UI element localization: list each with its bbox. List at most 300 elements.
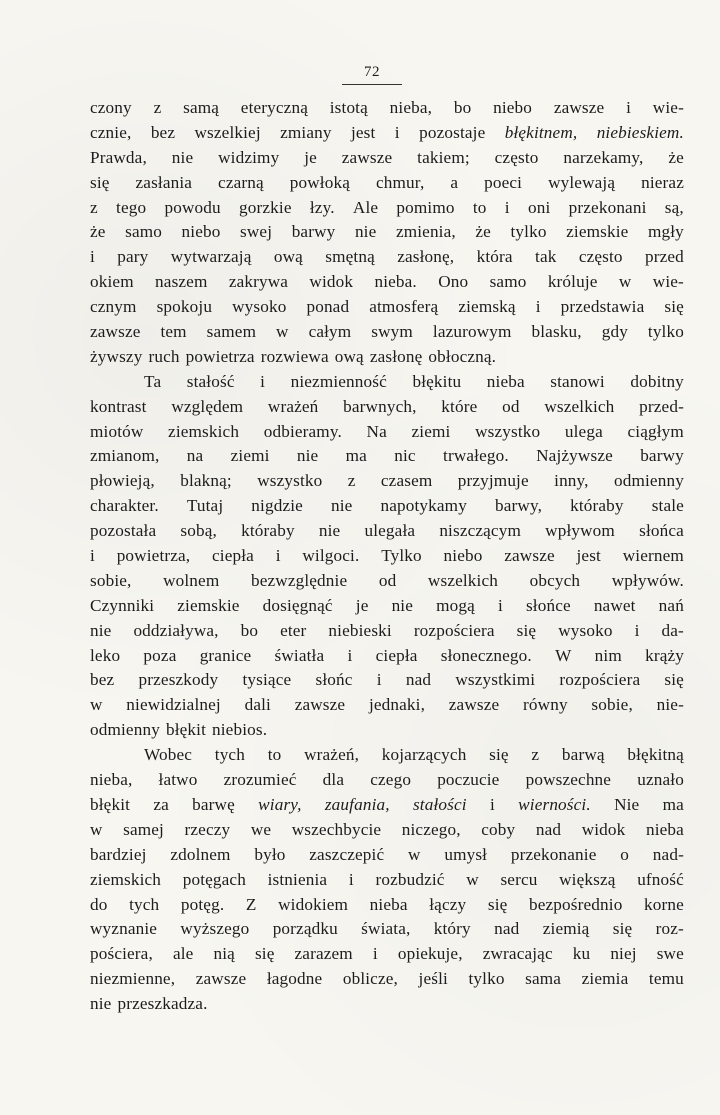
word: łzy. bbox=[309, 197, 335, 217]
word: nic bbox=[394, 446, 416, 466]
word: wrażeń bbox=[267, 396, 319, 416]
text-line bbox=[90, 469, 684, 494]
word: blakną; bbox=[180, 471, 232, 491]
word: cznie, bbox=[90, 122, 132, 142]
word: względem bbox=[171, 396, 244, 416]
word: nieraz bbox=[641, 172, 684, 192]
word: i bbox=[497, 595, 503, 615]
word: takiem; bbox=[417, 147, 470, 167]
word: z bbox=[90, 197, 98, 217]
word: swym bbox=[371, 322, 413, 342]
word: błękitu bbox=[412, 371, 462, 391]
word: i bbox=[90, 247, 95, 267]
word: bo bbox=[240, 620, 259, 640]
word: przyjmuje bbox=[457, 471, 529, 491]
word: tem bbox=[160, 322, 187, 342]
word: zaufania, bbox=[324, 794, 390, 814]
word: pary bbox=[117, 247, 149, 267]
word: sercu bbox=[500, 869, 538, 889]
word: poza bbox=[143, 645, 177, 665]
word: nie bbox=[330, 496, 353, 516]
word: zawsze bbox=[195, 969, 247, 989]
word: zawsze bbox=[553, 98, 605, 117]
text-line bbox=[90, 893, 684, 918]
word: poeci bbox=[484, 172, 523, 192]
word: eteryczną bbox=[240, 98, 308, 117]
word: inny, bbox=[554, 471, 589, 491]
word: okiem bbox=[90, 272, 134, 292]
word: nad bbox=[494, 919, 520, 939]
word: Tylko bbox=[381, 546, 422, 566]
word: zawsze bbox=[504, 546, 555, 566]
word: ową bbox=[334, 346, 364, 366]
word: słonecznego. bbox=[440, 645, 532, 665]
word: niezmienne, bbox=[90, 969, 176, 989]
word: Czynniki bbox=[90, 595, 155, 615]
word: wszystko bbox=[475, 421, 541, 441]
word: powszechne bbox=[525, 770, 612, 790]
word: we bbox=[250, 819, 272, 839]
word: zrozumieć bbox=[223, 770, 297, 790]
word: Na bbox=[366, 421, 387, 441]
word: ma bbox=[345, 446, 367, 466]
text-line bbox=[90, 594, 684, 619]
word: i bbox=[347, 645, 353, 665]
word: ku bbox=[572, 944, 591, 964]
word: ciepła bbox=[375, 645, 418, 665]
word: ziemi bbox=[411, 421, 451, 441]
word: że bbox=[475, 222, 491, 242]
word: ziemską bbox=[458, 297, 516, 317]
word: potęg. bbox=[180, 894, 225, 914]
word: samo bbox=[489, 272, 527, 292]
word: niebo bbox=[493, 98, 533, 117]
word: gdy bbox=[601, 322, 628, 342]
word: się bbox=[664, 297, 684, 317]
word: wiernem bbox=[622, 546, 684, 566]
word: stale bbox=[651, 496, 684, 516]
word: niebieskiem. bbox=[596, 122, 684, 142]
word: i bbox=[634, 620, 640, 640]
word: dla bbox=[322, 770, 345, 790]
word: odmienny bbox=[90, 720, 160, 740]
word: uznało bbox=[637, 770, 684, 790]
word: równy bbox=[523, 695, 568, 715]
word: ulegała bbox=[364, 521, 416, 541]
word: łatwo bbox=[158, 770, 198, 790]
word: ufność bbox=[637, 869, 684, 889]
word: nieba bbox=[369, 894, 408, 914]
word: niebieski bbox=[328, 620, 392, 640]
word: Wobec bbox=[144, 745, 193, 765]
word: to bbox=[472, 197, 487, 217]
text-line bbox=[90, 121, 684, 146]
word: z bbox=[153, 98, 162, 117]
word: widok bbox=[309, 272, 354, 292]
text-line bbox=[90, 320, 684, 345]
word: ale bbox=[172, 944, 194, 964]
word: barwy, bbox=[495, 496, 543, 516]
word: w bbox=[466, 869, 479, 889]
word: nawet bbox=[593, 595, 636, 615]
word: świata, bbox=[361, 919, 411, 939]
word: naszem bbox=[155, 272, 208, 292]
word: od bbox=[378, 570, 397, 590]
word: pościera, bbox=[90, 944, 153, 964]
word: barwę bbox=[192, 794, 235, 814]
word: poczucie bbox=[437, 770, 500, 790]
word: przeszkody bbox=[138, 670, 219, 690]
word: swe bbox=[656, 944, 684, 964]
word: z bbox=[347, 471, 356, 491]
word: łagodne bbox=[266, 969, 323, 989]
word: za bbox=[153, 794, 169, 814]
word: Ale bbox=[352, 197, 379, 217]
text-line bbox=[90, 569, 684, 594]
word: Nie bbox=[614, 794, 640, 814]
text-line bbox=[90, 494, 684, 519]
paragraph bbox=[90, 743, 684, 1017]
text-line bbox=[90, 718, 684, 743]
word: lazurowym bbox=[432, 322, 512, 342]
text-line bbox=[90, 992, 684, 1017]
word: barwy bbox=[640, 446, 684, 466]
word: pozostaje bbox=[419, 122, 486, 142]
word: tylko bbox=[468, 969, 505, 989]
word: stanowi bbox=[550, 371, 605, 391]
word: bez bbox=[90, 670, 115, 690]
word: istnienia bbox=[267, 869, 328, 889]
word: oddziaływa, bbox=[133, 620, 219, 640]
word: Najżywsze bbox=[536, 446, 613, 466]
word: narzekamy, bbox=[563, 147, 644, 167]
word: wpływów. bbox=[611, 570, 684, 590]
word: błękitnem, bbox=[504, 122, 578, 142]
word: się bbox=[254, 944, 275, 964]
word: płowieją, bbox=[90, 471, 155, 491]
word: atmosferą bbox=[369, 297, 439, 317]
word: smętną bbox=[325, 247, 375, 267]
word: która bbox=[476, 247, 513, 267]
word: się bbox=[90, 172, 110, 192]
word: że bbox=[90, 222, 106, 242]
word: jest bbox=[350, 122, 376, 142]
text-line bbox=[90, 345, 684, 370]
word: powłoką bbox=[289, 172, 350, 192]
word: zawsze bbox=[90, 322, 141, 342]
word: się bbox=[664, 670, 684, 690]
text-line bbox=[90, 295, 684, 320]
word: swej bbox=[240, 222, 273, 242]
word: niebo bbox=[181, 222, 221, 242]
word: kontrast bbox=[90, 396, 147, 416]
word: nieba, bbox=[389, 98, 433, 117]
word: się bbox=[489, 745, 509, 765]
word: wrażeń, bbox=[304, 745, 360, 765]
word: wszystkimi bbox=[455, 670, 536, 690]
word: sama bbox=[525, 969, 562, 989]
word: niebo bbox=[443, 546, 483, 566]
word: tylko bbox=[647, 322, 684, 342]
word: obcych bbox=[529, 570, 581, 590]
word: w bbox=[408, 844, 421, 864]
text-line bbox=[90, 444, 684, 469]
word: nie bbox=[354, 222, 377, 242]
word: i bbox=[394, 122, 400, 142]
word: ziemia bbox=[581, 969, 629, 989]
word: cznym bbox=[90, 297, 137, 317]
word: ponad bbox=[306, 297, 350, 317]
text-line bbox=[90, 619, 684, 644]
word: samą bbox=[183, 98, 220, 117]
word: wiary, bbox=[258, 794, 302, 814]
word: nieba bbox=[486, 371, 525, 391]
word: nieba. bbox=[374, 272, 417, 292]
word: je bbox=[355, 595, 369, 615]
word: sobie, bbox=[591, 695, 633, 715]
word: pomimo bbox=[396, 197, 455, 217]
word: i bbox=[535, 297, 541, 317]
word: korne bbox=[644, 894, 684, 914]
word: powietrza, bbox=[116, 546, 191, 566]
word: je bbox=[304, 147, 317, 167]
word: nie bbox=[171, 147, 194, 167]
word: sobą, bbox=[180, 521, 217, 541]
word: opiekuje, bbox=[397, 944, 463, 964]
text-line bbox=[90, 843, 684, 868]
word: zasłonę, bbox=[397, 247, 455, 267]
word: wszelkiej bbox=[194, 122, 261, 142]
word: króluje bbox=[547, 272, 598, 292]
text-line bbox=[90, 644, 684, 669]
word: nad- bbox=[652, 844, 684, 864]
word: Ta bbox=[144, 371, 162, 391]
word: tak bbox=[535, 247, 557, 267]
text-line bbox=[90, 544, 684, 569]
page-number: 72 bbox=[342, 64, 402, 85]
word: wie- bbox=[652, 98, 684, 117]
word: ulega bbox=[564, 421, 603, 441]
word: się bbox=[487, 894, 508, 914]
word: i bbox=[90, 546, 95, 566]
word: tylko bbox=[510, 222, 547, 242]
word: zwracając bbox=[482, 944, 553, 964]
word: tysiące bbox=[242, 670, 292, 690]
word: wytwarzają bbox=[170, 247, 252, 267]
text-line bbox=[90, 270, 684, 295]
word: zmiany bbox=[280, 122, 332, 142]
text-line bbox=[90, 395, 684, 420]
text-line bbox=[90, 743, 684, 768]
word: nigdzie bbox=[251, 496, 303, 516]
word: tych bbox=[214, 745, 245, 765]
word: Z bbox=[245, 894, 257, 914]
word: wyznanie bbox=[90, 919, 158, 939]
word: do bbox=[90, 894, 108, 914]
word: wszelkich bbox=[427, 570, 498, 590]
word: i bbox=[348, 869, 354, 889]
word: ciepła bbox=[212, 546, 254, 566]
word: słońc bbox=[315, 670, 353, 690]
word: odbieramy. bbox=[263, 421, 342, 441]
word: się bbox=[516, 620, 537, 640]
word: zmianom, bbox=[90, 446, 160, 466]
word: światła bbox=[274, 645, 325, 665]
word: rozwiewa bbox=[260, 346, 329, 366]
word: obłoczną. bbox=[428, 346, 497, 366]
word: czego bbox=[370, 770, 412, 790]
word: widzimy bbox=[218, 147, 280, 167]
word: niczego, bbox=[401, 819, 461, 839]
word: w bbox=[618, 272, 632, 292]
word: stałości bbox=[412, 794, 467, 814]
text-line bbox=[90, 668, 684, 693]
word: niezmienność bbox=[290, 371, 387, 391]
word: są, bbox=[664, 197, 684, 217]
word: roz- bbox=[655, 919, 684, 939]
word: zakrywa bbox=[228, 272, 289, 292]
body-text bbox=[90, 96, 684, 1017]
text-line bbox=[90, 967, 684, 992]
word: większą bbox=[559, 869, 616, 889]
word: słońca bbox=[639, 521, 684, 541]
word: który bbox=[433, 919, 471, 939]
word: nią bbox=[213, 944, 235, 964]
word: z bbox=[531, 745, 540, 765]
word: zasłonę bbox=[369, 346, 423, 366]
paragraph bbox=[90, 370, 684, 743]
word: napotykamy bbox=[380, 496, 467, 516]
word: nie bbox=[296, 446, 319, 466]
word: ruch bbox=[148, 346, 180, 366]
word: oblicze, bbox=[342, 969, 398, 989]
word: zmienia, bbox=[395, 222, 456, 242]
word: i bbox=[626, 98, 632, 117]
word: zasłania bbox=[135, 172, 193, 192]
word: błękitną bbox=[627, 745, 684, 765]
word: żywszy bbox=[90, 346, 143, 366]
word: nieba bbox=[645, 819, 684, 839]
word: łączy bbox=[429, 894, 467, 914]
word: przeszkadza. bbox=[117, 994, 208, 1014]
word: miotów bbox=[90, 421, 144, 441]
word: ową bbox=[273, 247, 303, 267]
word: chmur, bbox=[375, 172, 425, 192]
word: barwą bbox=[561, 745, 605, 765]
word: błękit bbox=[165, 720, 206, 740]
text-line bbox=[90, 420, 684, 445]
word: oni bbox=[527, 197, 551, 217]
word: i bbox=[372, 944, 378, 964]
word: któraby bbox=[570, 496, 624, 516]
word: które bbox=[441, 396, 478, 416]
word: spokoju bbox=[156, 297, 213, 317]
word: charakter. bbox=[90, 496, 159, 516]
word: trwałego. bbox=[443, 446, 509, 466]
word: istotą bbox=[329, 98, 368, 117]
word: nie bbox=[391, 595, 414, 615]
text-line bbox=[90, 768, 684, 793]
word: bezpośrednio bbox=[529, 894, 623, 914]
word: granice bbox=[199, 645, 252, 665]
page-number-header bbox=[0, 64, 720, 85]
word: ciągłym bbox=[627, 421, 684, 441]
word: powietrza bbox=[185, 346, 255, 366]
word: i bbox=[275, 546, 281, 566]
word: jeśli bbox=[418, 969, 448, 989]
word: często bbox=[578, 247, 623, 267]
word: nań bbox=[658, 595, 684, 615]
word: w bbox=[90, 819, 103, 839]
word: W bbox=[555, 645, 572, 665]
word: rozpościera bbox=[559, 670, 641, 690]
text-line bbox=[90, 942, 684, 967]
word: dosięgnąć bbox=[262, 595, 333, 615]
word: że bbox=[668, 147, 684, 167]
word: blasku, bbox=[531, 322, 582, 342]
word: przed- bbox=[639, 396, 684, 416]
word: i bbox=[504, 197, 510, 217]
word: nieba, bbox=[90, 770, 133, 790]
word: samem bbox=[206, 322, 257, 342]
word: od bbox=[502, 396, 520, 416]
text-line bbox=[90, 818, 684, 843]
word: da- bbox=[661, 620, 684, 640]
word: umysł bbox=[444, 844, 488, 864]
word: wylewają bbox=[548, 172, 616, 192]
word: wysoko bbox=[558, 620, 613, 640]
word: eter bbox=[280, 620, 307, 640]
word: często bbox=[494, 147, 539, 167]
text-line bbox=[90, 245, 684, 270]
word: barwy bbox=[291, 222, 336, 242]
word: wie- bbox=[652, 272, 684, 292]
word: przed bbox=[645, 247, 684, 267]
word: i bbox=[489, 794, 495, 814]
word: ziemskie bbox=[566, 222, 629, 242]
word: bo bbox=[453, 98, 472, 117]
text-line bbox=[90, 917, 684, 942]
word: niebios. bbox=[212, 720, 268, 740]
word: potęgach bbox=[182, 869, 246, 889]
word: przedstawia bbox=[560, 297, 645, 317]
text-line bbox=[90, 96, 684, 121]
word: o bbox=[620, 844, 630, 864]
word: Ono bbox=[438, 272, 469, 292]
word: wpływom bbox=[545, 521, 615, 541]
word: jest bbox=[576, 546, 601, 566]
word: nad bbox=[535, 819, 562, 839]
word: zdolnem bbox=[170, 844, 231, 864]
word: kojarzących bbox=[381, 745, 467, 765]
word: bardziej bbox=[90, 844, 147, 864]
word: w bbox=[90, 695, 103, 715]
word: Prawda, bbox=[90, 147, 147, 167]
word: samo bbox=[125, 222, 162, 242]
word: błękit bbox=[90, 794, 131, 814]
text-line bbox=[90, 868, 684, 893]
word: i bbox=[376, 670, 382, 690]
word: wierności. bbox=[518, 794, 591, 814]
word: dobitny bbox=[630, 371, 684, 391]
word: nie- bbox=[656, 695, 684, 715]
word: nie bbox=[318, 521, 341, 541]
paragraph bbox=[90, 96, 684, 370]
word: niszczącym bbox=[439, 521, 521, 541]
word: się bbox=[612, 919, 633, 939]
word: czony bbox=[90, 98, 132, 117]
word: wolnem bbox=[163, 570, 220, 590]
